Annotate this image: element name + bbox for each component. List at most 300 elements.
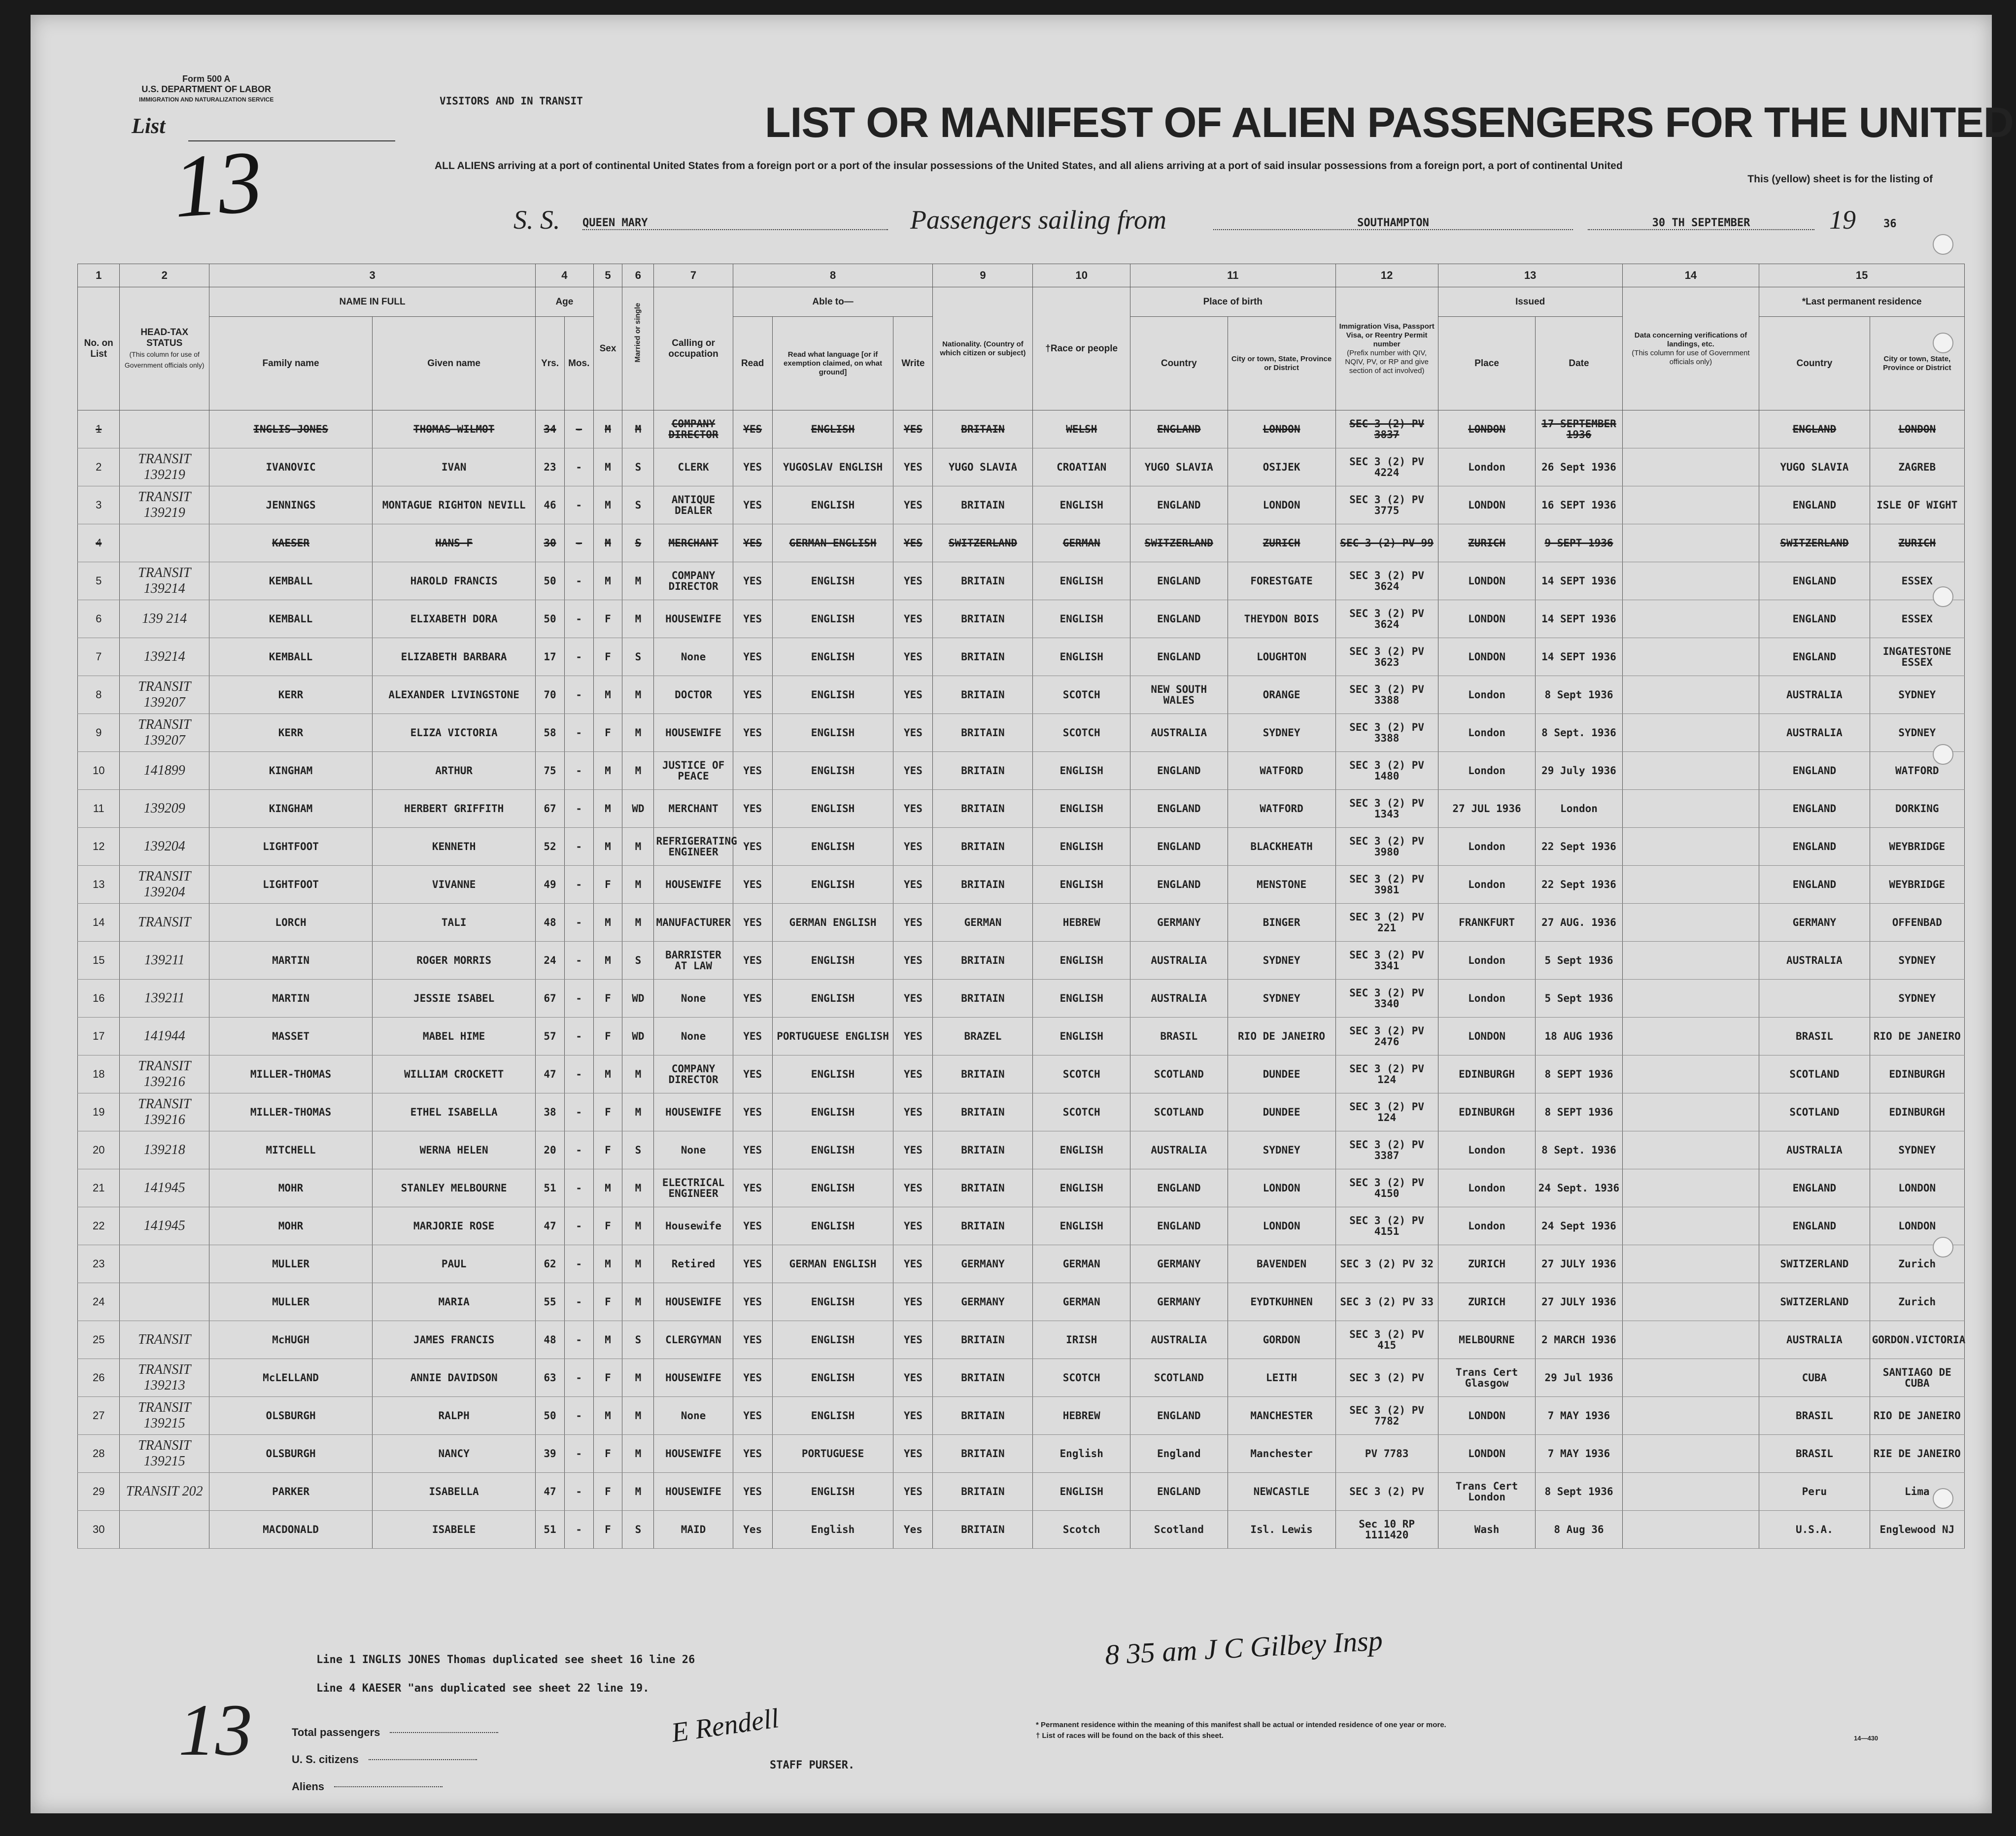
- table-row: [78, 828, 1965, 866]
- birth-country-cell: ENGLAND: [1130, 486, 1228, 524]
- read-cell: YES: [733, 904, 772, 942]
- birth-city-cell: RIO DE JANEIRO: [1228, 1018, 1335, 1055]
- age-months-cell: -: [564, 714, 593, 752]
- issued-date-cell: 29 Jul 1936: [1536, 1359, 1622, 1397]
- marital-cell: S: [622, 942, 654, 980]
- row-number: 21: [78, 1169, 120, 1207]
- row-number: 3: [78, 486, 120, 524]
- row-number: 14: [78, 904, 120, 942]
- birth-country-cell: ENGLAND: [1130, 1473, 1228, 1511]
- table-row: [78, 1511, 1965, 1549]
- family-name-cell: PARKER: [209, 1473, 373, 1511]
- subtitle: [435, 159, 1933, 186]
- nationality-cell: BRITAIN: [933, 562, 1033, 600]
- visa-cell: SEC 3 (2) PV: [1335, 1359, 1438, 1397]
- verification-cell: [1622, 1245, 1759, 1283]
- row-number: 27: [78, 1397, 120, 1435]
- race-cell: ENGLISH: [1033, 828, 1130, 866]
- nationality-cell: BRITAIN: [933, 410, 1033, 448]
- family-name-cell: MILLER-THOMAS: [209, 1055, 373, 1093]
- header-read: Read: [733, 317, 772, 410]
- issued-date-cell: 5 Sept 1936: [1536, 942, 1622, 980]
- residence-city-cell: SYDNEY: [1870, 980, 1964, 1018]
- family-name-cell: MACDONALD: [209, 1511, 373, 1549]
- purser-title: STAFF PURSER.: [770, 1759, 855, 1771]
- marital-cell: M: [622, 1283, 654, 1321]
- verification-cell: [1622, 1359, 1759, 1397]
- issued-place-cell: LONDON: [1438, 1435, 1536, 1473]
- table-row: [78, 448, 1965, 486]
- header-married: [622, 287, 654, 410]
- family-name-cell: KINGHAM: [209, 790, 373, 828]
- nationality-cell: BRITAIN: [933, 866, 1033, 904]
- given-name-cell: MONTAGUE RIGHTON NEVILL: [373, 486, 536, 524]
- race-cell: IRISH: [1033, 1321, 1130, 1359]
- read-cell: YES: [733, 1131, 772, 1169]
- visa-cell: SEC 3 (2) PV 3388: [1335, 714, 1438, 752]
- table-row: [78, 486, 1965, 524]
- marital-cell: M: [622, 866, 654, 904]
- verification-cell: [1622, 980, 1759, 1018]
- row-number: 9: [78, 714, 120, 752]
- sex-cell: M: [593, 1169, 622, 1207]
- race-cell: ENGLISH: [1033, 752, 1130, 790]
- nationality-cell: BRITAIN: [933, 1397, 1033, 1435]
- residence-city-cell: WEYBRIDGE: [1870, 866, 1964, 904]
- birth-country-cell: GERMANY: [1130, 1245, 1228, 1283]
- sex-cell: M: [593, 942, 622, 980]
- age-years-cell: 17: [536, 638, 565, 676]
- nationality-cell: BRITAIN: [933, 980, 1033, 1018]
- birth-city-cell: Isl. Lewis: [1228, 1511, 1335, 1549]
- marital-cell: M: [622, 676, 654, 714]
- write-cell: Yes: [893, 1511, 933, 1549]
- head-tax-cell: TRANSIT 139207: [120, 714, 209, 752]
- head-tax-cell: 141945: [120, 1169, 209, 1207]
- visa-cell: SEC 3 (2) PV 3775: [1335, 486, 1438, 524]
- table-row: [78, 1207, 1965, 1245]
- language-cell: ENGLISH: [772, 1397, 893, 1435]
- marital-cell: M: [622, 1397, 654, 1435]
- row-number: 24: [78, 1283, 120, 1321]
- header-age: Age: [536, 287, 593, 317]
- service: IMMIGRATION AND NATURALIZATION SERVICE: [139, 96, 274, 103]
- issued-place-cell: FRANKFURT: [1438, 904, 1536, 942]
- race-cell: SCOTCH: [1033, 714, 1130, 752]
- birth-city-cell: EYDTKUHNEN: [1228, 1283, 1335, 1321]
- nationality-cell: BRITAIN: [933, 1093, 1033, 1131]
- write-cell: YES: [893, 524, 933, 562]
- header-sex: Sex: [593, 287, 622, 410]
- given-name-cell: WILLIAM CROCKETT: [373, 1055, 536, 1093]
- occupation-cell: JUSTICE OF PEACE: [654, 752, 733, 790]
- issued-place-cell: London: [1438, 1131, 1536, 1169]
- head-tax-cell: [120, 1283, 209, 1321]
- verification-cell: [1622, 1055, 1759, 1093]
- table-row: [78, 904, 1965, 942]
- write-cell: YES: [893, 790, 933, 828]
- header-write: Write: [893, 317, 933, 410]
- marital-cell: M: [622, 1093, 654, 1131]
- visa-cell: SEC 3 (2) PV 1343: [1335, 790, 1438, 828]
- head-tax-cell: TRANSIT 139213: [120, 1359, 209, 1397]
- birth-city-cell: LONDON: [1228, 486, 1335, 524]
- birth-city-cell: OSIJEK: [1228, 448, 1335, 486]
- visa-cell: SEC 3 (2) PV 3387: [1335, 1131, 1438, 1169]
- residence-city-cell: RIE DE JANEIRO: [1870, 1435, 1964, 1473]
- binding-hole: [1933, 744, 1953, 765]
- visa-note: (Prefix number with QIV, NQIV, PV, or RP and give section of act involved): [1345, 348, 1429, 375]
- sex-cell: M: [593, 790, 622, 828]
- read-cell: YES: [733, 752, 772, 790]
- head-tax-cell: TRANSIT 202: [120, 1473, 209, 1511]
- birth-city-cell: SYDNEY: [1228, 714, 1335, 752]
- row-number: 30: [78, 1511, 120, 1549]
- issued-date-cell: 8 Sept. 1936: [1536, 714, 1622, 752]
- header-issued-place: Place: [1438, 317, 1536, 410]
- residence-country-cell: AUSTRALIA: [1759, 676, 1870, 714]
- write-cell: YES: [893, 752, 933, 790]
- marital-cell: M: [622, 600, 654, 638]
- given-name-cell: ELIZABETH BARBARA: [373, 638, 536, 676]
- birth-country-cell: AUSTRALIA: [1130, 1131, 1228, 1169]
- marital-cell: S: [622, 1131, 654, 1169]
- birth-city-cell: LONDON: [1228, 1169, 1335, 1207]
- colnum-2: 2: [120, 264, 209, 287]
- race-cell: ENGLISH: [1033, 1207, 1130, 1245]
- nationality-cell: BRITAIN: [933, 942, 1033, 980]
- write-cell: YES: [893, 904, 933, 942]
- residence-country-cell: BRASIL: [1759, 1018, 1870, 1055]
- form-code: 14—430: [1854, 1734, 1879, 1742]
- read-cell: YES: [733, 448, 772, 486]
- visa-cell: SEC 3 (2) PV 1480: [1335, 752, 1438, 790]
- given-name-cell: THOMAS WILMOT: [373, 410, 536, 448]
- handwritten-list-number: 13: [178, 1689, 252, 1771]
- issued-place-cell: Trans Cert London: [1438, 1473, 1536, 1511]
- head-tax-cell: TRANSIT 139207: [120, 676, 209, 714]
- read-cell: YES: [733, 524, 772, 562]
- read-cell: YES: [733, 1321, 772, 1359]
- nationality-cell: BRITAIN: [933, 1169, 1033, 1207]
- issued-place-cell: LONDON: [1438, 1018, 1536, 1055]
- residence-country-cell: SWITZERLAND: [1759, 1283, 1870, 1321]
- residence-country-cell: AUSTRALIA: [1759, 942, 1870, 980]
- issued-date-cell: 7 MAY 1936: [1536, 1435, 1622, 1473]
- marital-cell: M: [622, 562, 654, 600]
- age-months-cell: -: [564, 1245, 593, 1283]
- birth-city-cell: THEYDON BOIS: [1228, 600, 1335, 638]
- family-name-cell: MITCHELL: [209, 1131, 373, 1169]
- language-cell: ENGLISH: [772, 410, 893, 448]
- issued-place-cell: London: [1438, 1207, 1536, 1245]
- nationality-cell: BRITAIN: [933, 1359, 1033, 1397]
- race-cell: SCOTCH: [1033, 1093, 1130, 1131]
- birth-country-cell: GERMANY: [1130, 1283, 1228, 1321]
- age-months-cell: -: [564, 790, 593, 828]
- nationality-cell: GERMANY: [933, 1283, 1033, 1321]
- colnum-12: 12: [1335, 264, 1438, 287]
- residence-country-cell: ENGLAND: [1759, 790, 1870, 828]
- read-cell: YES: [733, 1093, 772, 1131]
- table-row: [78, 752, 1965, 790]
- read-cell: YES: [733, 714, 772, 752]
- given-name-cell: JAMES FRANCIS: [373, 1321, 536, 1359]
- head-tax-cell: 139209: [120, 790, 209, 828]
- issued-place-cell: London: [1438, 828, 1536, 866]
- given-name-cell: ALEXANDER LIVINGSTONE: [373, 676, 536, 714]
- row-number: 2: [78, 448, 120, 486]
- row-number: 12: [78, 828, 120, 866]
- marital-cell: M: [622, 410, 654, 448]
- colnum-15: 15: [1759, 264, 1965, 287]
- table-row: [78, 1055, 1965, 1093]
- ship-label: S. S.: [513, 205, 560, 235]
- verification-cell: [1622, 448, 1759, 486]
- footnote-2: † List of races will be found on the back of this sheet.: [1036, 1732, 1224, 1740]
- us-citizens-row: [292, 1746, 498, 1773]
- verification-cell: [1622, 676, 1759, 714]
- head-tax-cell: TRANSIT: [120, 904, 209, 942]
- race-cell: ENGLISH: [1033, 866, 1130, 904]
- purser-signature: E Rendell: [669, 1703, 781, 1748]
- notes: [316, 1646, 695, 1703]
- row-number: 6: [78, 600, 120, 638]
- residence-country-cell: SWITZERLAND: [1759, 1245, 1870, 1283]
- head-tax-cell: TRANSIT 139204: [120, 866, 209, 904]
- age-months-cell: -: [564, 676, 593, 714]
- write-cell: YES: [893, 942, 933, 980]
- head-tax-cell: 139211: [120, 980, 209, 1018]
- binding-hole: [1933, 333, 1953, 353]
- issued-date-cell: 8 Sept 1936: [1536, 1473, 1622, 1511]
- residence-country-cell: Peru: [1759, 1473, 1870, 1511]
- header-given-name: Given name: [373, 317, 536, 410]
- table-row: [78, 1245, 1965, 1283]
- race-cell: GERMAN: [1033, 524, 1130, 562]
- inspector-note: 8 35 am J C Gilbey Insp: [1104, 1624, 1384, 1671]
- head-tax-cell: TRANSIT 139215: [120, 1397, 209, 1435]
- write-cell: YES: [893, 1169, 933, 1207]
- visa-cell: SEC 3 (2) PV 3623: [1335, 638, 1438, 676]
- table-row: [78, 676, 1965, 714]
- given-name-cell: ELIXABETH DORA: [373, 600, 536, 638]
- visa-cell: SEC 3 (2) PV 3624: [1335, 600, 1438, 638]
- family-name-cell: KERR: [209, 714, 373, 752]
- nationality-cell: BRITAIN: [933, 638, 1033, 676]
- age-months-cell: -: [564, 1207, 593, 1245]
- read-cell: YES: [733, 828, 772, 866]
- birth-country-cell: ENGLAND: [1130, 790, 1228, 828]
- residence-country-cell: SCOTLAND: [1759, 1093, 1870, 1131]
- language-cell: ENGLISH: [772, 942, 893, 980]
- birth-country-cell: ENGLAND: [1130, 600, 1228, 638]
- table-row: [78, 1397, 1965, 1435]
- birth-country-cell: GERMANY: [1130, 904, 1228, 942]
- row-number: 4: [78, 524, 120, 562]
- table-row: [78, 638, 1965, 676]
- age-years-cell: 23: [536, 448, 565, 486]
- residence-city-cell: DORKING: [1870, 790, 1964, 828]
- nationality-cell: YUGO SLAVIA: [933, 448, 1033, 486]
- visa-cell: SEC 3 (2) PV 3837: [1335, 410, 1438, 448]
- verification-cell: [1622, 1435, 1759, 1473]
- birth-country-cell: ENGLAND: [1130, 828, 1228, 866]
- colnum-3: 3: [209, 264, 536, 287]
- given-name-cell: ANNIE DAVIDSON: [373, 1359, 536, 1397]
- header-calling: Calling or occupation: [654, 287, 733, 410]
- age-months-cell: -: [564, 1131, 593, 1169]
- verification-cell: [1622, 562, 1759, 600]
- visa-cell: PV 7783: [1335, 1435, 1438, 1473]
- marital-cell: WD: [622, 980, 654, 1018]
- age-months-cell: -: [564, 1435, 593, 1473]
- birth-country-cell: ENGLAND: [1130, 638, 1228, 676]
- sex-cell: M: [593, 524, 622, 562]
- language-cell: ENGLISH: [772, 1207, 893, 1245]
- family-name-cell: KAESER: [209, 524, 373, 562]
- nationality-cell: BRITAIN: [933, 1055, 1033, 1093]
- header-birth-city: City or town, State, Province or District: [1228, 317, 1335, 410]
- residence-country-cell: ENGLAND: [1759, 1169, 1870, 1207]
- age-years-cell: 58: [536, 714, 565, 752]
- subtitle-line-2: This (yellow) sheet is for the listing of: [1747, 173, 1933, 185]
- issued-place-cell: EDINBURGH: [1438, 1093, 1536, 1131]
- birth-country-cell: AUSTRALIA: [1130, 942, 1228, 980]
- birth-country-cell: YUGO SLAVIA: [1130, 448, 1228, 486]
- marital-cell: S: [622, 638, 654, 676]
- nationality-cell: BRITAIN: [933, 752, 1033, 790]
- table-row: [78, 562, 1965, 600]
- row-number: 25: [78, 1321, 120, 1359]
- age-years-cell: 67: [536, 790, 565, 828]
- language-cell: ENGLISH: [772, 1359, 893, 1397]
- marital-cell: S: [622, 1321, 654, 1359]
- header-nationality: Nationality. (Country of which citizen or subject): [933, 287, 1033, 410]
- head-tax-cell: 139214: [120, 638, 209, 676]
- birth-city-cell: LONDON: [1228, 1207, 1335, 1245]
- language-cell: ENGLISH: [772, 1283, 893, 1321]
- language-cell: ENGLISH: [772, 980, 893, 1018]
- list-number: 13: [170, 132, 266, 237]
- table-row: [78, 1093, 1965, 1131]
- occupation-cell: Housewife: [654, 1207, 733, 1245]
- given-name-cell: HANS F: [373, 524, 536, 562]
- given-name-cell: KENNETH: [373, 828, 536, 866]
- footnotes: [1036, 1720, 1446, 1741]
- write-cell: YES: [893, 1055, 933, 1093]
- birth-country-cell: ENGLAND: [1130, 562, 1228, 600]
- row-number: 15: [78, 942, 120, 980]
- form-header: [139, 74, 273, 105]
- residence-country-cell: ENGLAND: [1759, 752, 1870, 790]
- sailing-label: Passengers sailing from: [910, 205, 1167, 235]
- age-months-cell: -: [564, 524, 593, 562]
- read-cell: YES: [733, 1207, 772, 1245]
- write-cell: YES: [893, 1283, 933, 1321]
- birth-city-cell: BINGER: [1228, 904, 1335, 942]
- race-cell: CROATIAN: [1033, 448, 1130, 486]
- language-cell: GERMAN ENGLISH: [772, 524, 893, 562]
- row-number: 1: [78, 410, 120, 448]
- residence-city-cell: Zurich: [1870, 1283, 1964, 1321]
- age-years-cell: 20: [536, 1131, 565, 1169]
- age-years-cell: 67: [536, 980, 565, 1018]
- age-years-cell: 51: [536, 1169, 565, 1207]
- table-row: [78, 980, 1965, 1018]
- residence-country-cell: ENGLAND: [1759, 828, 1870, 866]
- sex-cell: M: [593, 904, 622, 942]
- family-name-cell: LORCH: [209, 904, 373, 942]
- read-cell: YES: [733, 486, 772, 524]
- write-cell: YES: [893, 676, 933, 714]
- family-name-cell: MOHR: [209, 1169, 373, 1207]
- marital-cell: M: [622, 1359, 654, 1397]
- header-issued: Issued: [1438, 287, 1622, 317]
- occupation-cell: COMPANY DIRECTOR: [654, 562, 733, 600]
- residence-country-cell: ENGLAND: [1759, 866, 1870, 904]
- row-number: 20: [78, 1131, 120, 1169]
- header-issued-date: Date: [1536, 317, 1622, 410]
- row-number: 8: [78, 676, 120, 714]
- family-name-cell: KINGHAM: [209, 752, 373, 790]
- birth-country-cell: ENGLAND: [1130, 1169, 1228, 1207]
- issued-place-cell: ZURICH: [1438, 1283, 1536, 1321]
- colnum-11: 11: [1130, 264, 1335, 287]
- birth-country-cell: NEW SOUTH WALES: [1130, 676, 1228, 714]
- age-years-cell: 48: [536, 1321, 565, 1359]
- read-cell: YES: [733, 410, 772, 448]
- nationality-cell: BRITAIN: [933, 1131, 1033, 1169]
- verification-cell: [1622, 904, 1759, 942]
- note-line-2: Line 4 KAESER "ans duplicated see sheet 22 line 19.: [316, 1682, 649, 1695]
- residence-city-cell: ZURICH: [1870, 524, 1964, 562]
- verification-cell: [1622, 600, 1759, 638]
- header-name-in-full: NAME IN FULL: [209, 287, 536, 317]
- write-cell: YES: [893, 410, 933, 448]
- birth-city-cell: NEWCASTLE: [1228, 1473, 1335, 1511]
- visa-cell: SEC 3 (2) PV 32: [1335, 1245, 1438, 1283]
- residence-country-cell: AUSTRALIA: [1759, 1321, 1870, 1359]
- table-row: [78, 714, 1965, 752]
- age-months-cell: -: [564, 448, 593, 486]
- issued-place-cell: London: [1438, 752, 1536, 790]
- issued-date-cell: 5 Sept 1936: [1536, 980, 1622, 1018]
- family-name-cell: MASSET: [209, 1018, 373, 1055]
- marital-cell: M: [622, 1055, 654, 1093]
- write-cell: YES: [893, 448, 933, 486]
- colnum-8: 8: [733, 264, 933, 287]
- head-tax-cell: 139 214: [120, 600, 209, 638]
- language-cell: ENGLISH: [772, 790, 893, 828]
- read-cell: YES: [733, 1283, 772, 1321]
- write-cell: YES: [893, 1093, 933, 1131]
- given-name-cell: NANCY: [373, 1435, 536, 1473]
- occupation-cell: COMPANY DIRECTOR: [654, 1055, 733, 1093]
- language-cell: PORTUGUESE ENGLISH: [772, 1018, 893, 1055]
- family-name-cell: KERR: [209, 676, 373, 714]
- binding-hole: [1933, 234, 1953, 255]
- birth-country-cell: AUSTRALIA: [1130, 714, 1228, 752]
- age-months-cell: -: [564, 904, 593, 942]
- list-label: List: [132, 114, 166, 138]
- table-row: [78, 1321, 1965, 1359]
- given-name-cell: ELIZA VICTORIA: [373, 714, 536, 752]
- row-number: 18: [78, 1055, 120, 1093]
- aliens-row: [292, 1773, 498, 1800]
- age-years-cell: 34: [536, 410, 565, 448]
- nationality-cell: BRITAIN: [933, 486, 1033, 524]
